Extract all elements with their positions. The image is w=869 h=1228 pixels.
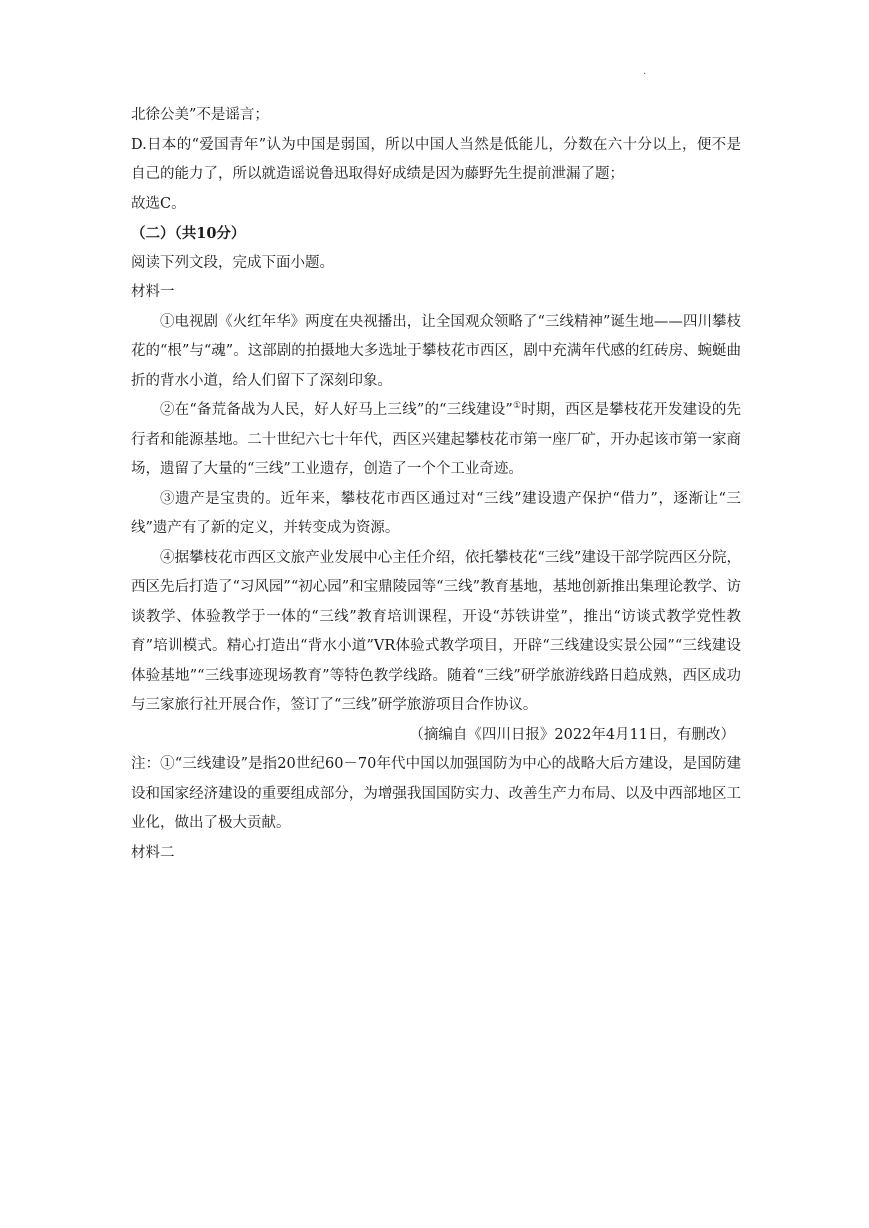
paragraph-4: ④据攀枝花市西区文旅产业发展中心主任介绍，依托攀枝花“三线”建设干部学院西区分院，西区先后打造了“习风园”“初心园”和宝鼎陵园等“三线”教育基地，基地创新推出集理论教学、访谈教学、体验教学于一体的“三线”教育培训课程，开设“苏铁讲堂”，推出“访谈式教学党性教育”培训模式。精心打造出“背水小道”VR体验式教学项目，开辟“三线建设实景公园”“三线建设体验基地”“三线事迹现场教育”等特色教学线路。随着“三线”研学旅游线路日趋成熟，西区成功与三家旅行社开展合作，签订了“三线”研学旅游项目合作协议。 [131,549,741,713]
paragraph-2 [131,396,741,485]
footnote: 注：①“三线建设”是指20世纪60－70年代中国以加强国防为中心的战略大后方建设，是国防建设和国家经济建设的重要组成部分，为增强我国国防实力、改善生产力布局、以及中西部地区工业化，做出了极大贡献。 [131,756,741,831]
material-two-label: 材料二 [131,844,175,861]
answer-line-end: 北徐公美”不是谣言； [131,107,269,123]
material-one-label: 材料一 [131,284,175,300]
paragraph-1: ①电视剧《火红年华》两度在央视播出，让全国观众领略了“三线精神”诞生地——四川攀枝花的“根”与“魂”。这部剧的拍摄地大多选址于攀枝花市西区，剧中充满年代感的红砖房、蜿蜒曲折的背水小道，给人们留下了深刻印象。 [131,313,741,389]
answer-conclusion: 故选C。 [131,195,186,212]
document-body [131,101,741,868]
page-mark: · [643,69,647,80]
answer-option-d: D.日本的“爱国青年”认为中国是弱国，所以中国人当然是低能儿，分数在六十分以上，便不是自己的能力了，所以就造谣说鲁迅取得好成绩是因为藤野先生提前泄漏了题； [131,136,741,182]
paragraph-2-part-b: 时期，西区是攀枝花开发建设的先行者和能源基地。二十世纪六七十年代，西区兴建起攀枝花市第一座厂矿，开办起该市第一家商场，遗留了大量的“三线”工业遗存，创造了一个个工业奇迹。 [131,402,741,477]
paragraph-3: ③遗产是宝贵的。近年来，攀枝花市西区通过对“三线”建设遗产保护“借力”，逐渐让“三线”遗产有了新的定义，并转变成为资源。 [131,490,741,536]
paragraph-2-part-a: ②在“备荒备战为人民，好人好马上三线”的“三线建设” [160,402,513,418]
section-heading: （二）（共10分） [131,225,246,242]
footnote-marker: ① [512,401,522,411]
source-citation: （摘编自《四川日报》2022年4月11日，有删改） [409,726,735,743]
reading-instruction: 阅读下列文段，完成下面小题。 [131,254,334,271]
